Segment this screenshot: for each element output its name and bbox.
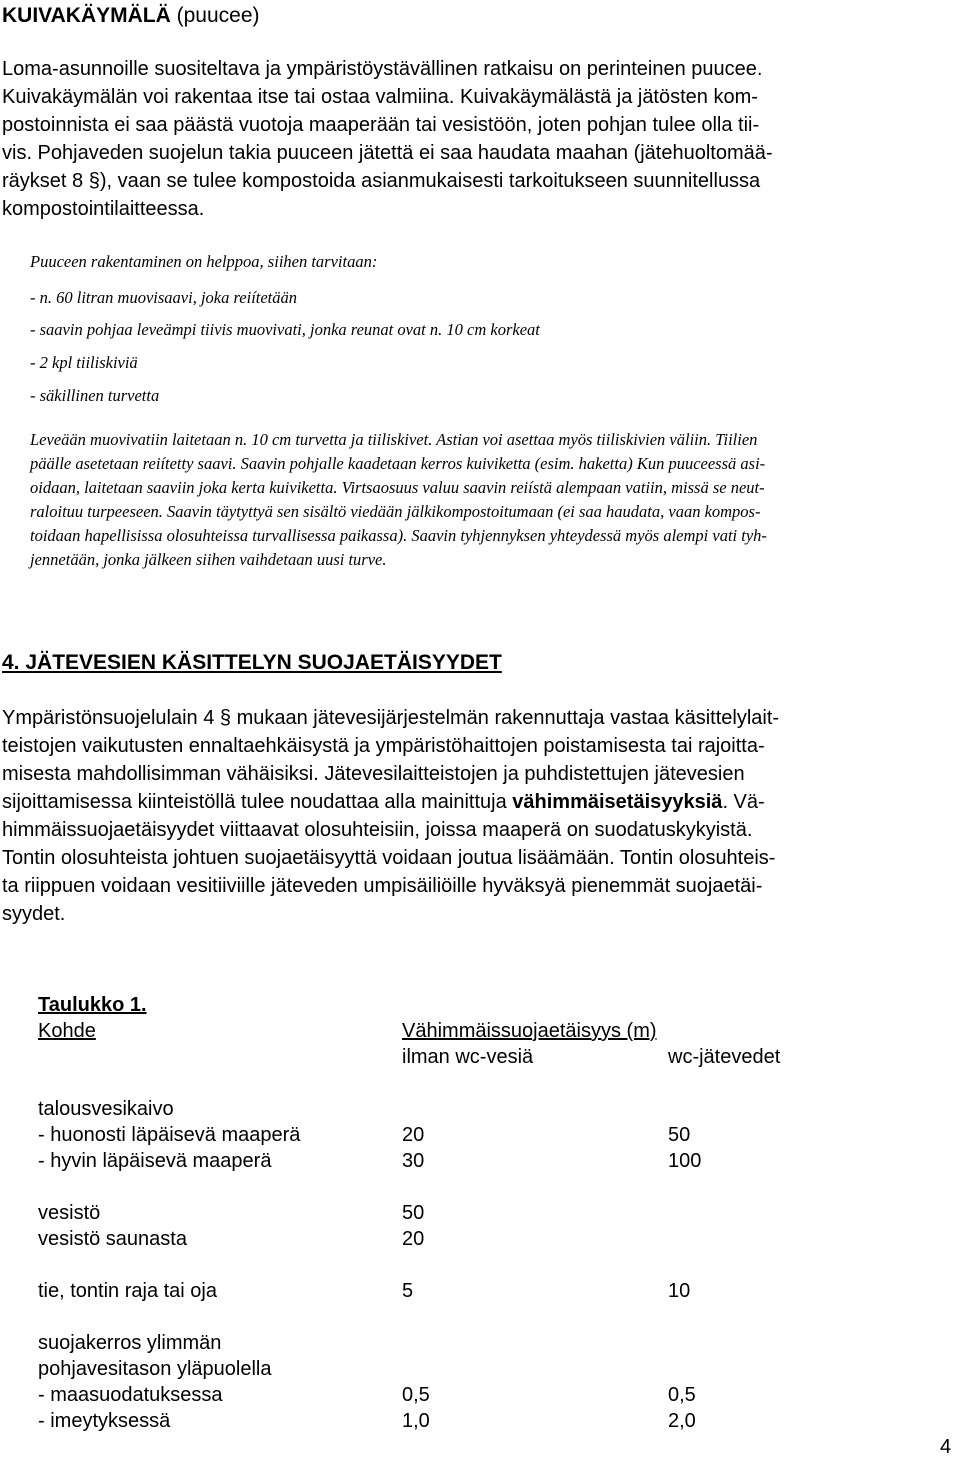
paragraph-line: Tontin olosuhteista johtuen suojaetäisyyttä voidaan joutua lisäämään. Tontin olosuhteis-	[2, 847, 776, 869]
table-cell-wc: 50	[668, 1124, 691, 1146]
list-item: - säkillinen turvetta	[30, 386, 160, 405]
paragraph-line-text: . Vä-	[722, 791, 765, 813]
emphasis-text: vähimmäisetäisyyksiä	[512, 791, 723, 813]
column-subheader-no-wc: ilman wc-vesiä	[402, 1046, 534, 1068]
instructions-line: oidaan, laitetaan saaviin joka kerta kuiviketta. Virtsaosuus valuu saavin reiístä alempaan vatiin, missä se neut-	[30, 478, 765, 497]
table-row-label: - maasuodatuksessa	[38, 1384, 223, 1406]
column-header-kohde: Kohde	[38, 1020, 96, 1042]
paragraph-line: vis. Pohjaveden suojelun takia puuceen jätettä ei saa haudata maahan (jätehuoltomää-	[2, 142, 773, 164]
paragraph-line: Loma-asunnoille suositeltava ja ympäristöystävällinen ratkaisu on perinteinen puucee.	[2, 58, 763, 80]
section-title-rest: (puucee)	[170, 4, 260, 27]
instructions-line: raloituu turpeeseen. Saavin täytyttyä sen sisältö viedään jälkikompostoitumaan (ei saa haudata, vaan kompos-	[30, 502, 761, 521]
table-cell-wc: 0,5	[668, 1384, 696, 1406]
table-cell-no-wc: 5	[402, 1280, 414, 1302]
table-row-label: vesistö saunasta	[38, 1228, 187, 1250]
paragraph-line: Kuivakäymälän voi rakentaa itse tai ostaa valmiina. Kuivakäymälästä ja jätösten kom-	[2, 86, 758, 108]
paragraph-line: postoinnista ei saa päästä vuotoja maaperään tai vesistöön, joten pohjan tulee olla tii-	[2, 114, 760, 136]
table-row-label: vesistö	[38, 1202, 101, 1224]
instructions-line: jennetään, jonka jälkeen siihen vaihdetaan uusi turve.	[30, 550, 387, 569]
list-item: - n. 60 litran muovisaavi, joka reiítetään	[30, 288, 298, 307]
paragraph-line: ta riippuen voidaan vesitiiviille jäteveden umpisäiliöille hyväksyä pienemmät suojaetäi-	[2, 875, 763, 897]
paragraph-line: syydet.	[2, 903, 66, 925]
table-cell-no-wc: 30	[402, 1150, 425, 1172]
table-cell-no-wc: 20	[402, 1124, 425, 1146]
instructions-line: Leveään muovivatiin laitetaan n. 10 cm turvetta ja tiiliskivet. Astian voi asettaa myös tiiliskivien väliin. Tiilien	[30, 430, 758, 449]
table-cell-no-wc: 20	[402, 1228, 425, 1250]
list-item: - saavin pohjaa leveämpi tiivis muovivati, jonka reunat ovat n. 10 cm korkeat	[30, 320, 540, 339]
list-item: - 2 kpl tiiliskiviä	[30, 353, 138, 372]
table-row-label: - hyvin läpäisevä maaperä	[38, 1150, 272, 1172]
paragraph-line: kompostointilaitteessa.	[2, 198, 205, 220]
paragraph-line: teistojen vaikutusten ennaltaehkäisystä ja ympäristöhaittojen poistamisesta tai rajoitta-	[2, 735, 765, 757]
table-row-label: - huonosti läpäisevä maaperä	[38, 1124, 301, 1146]
table-row-label: - imeytyksessä	[38, 1410, 171, 1432]
section-title-jatevesien: 4. JÄTEVESIEN KÄSITTELYN SUOJAETÄISYYDET	[2, 651, 502, 674]
instructions-line: päälle asetetaan reiítetty saavi. Saavin pohjalle kaadetaan kerros kuiviketta (esim. haketta) Kun puuceessä asi-	[30, 454, 766, 473]
page-number: 4	[940, 1436, 952, 1458]
table-cell-no-wc: 0,5	[402, 1384, 430, 1406]
table-cell-wc: 10	[668, 1280, 691, 1302]
table-cell-no-wc: 50	[402, 1202, 425, 1224]
table-cell-no-wc: 1,0	[402, 1410, 430, 1432]
column-header-distance: Vähimmäissuojaetäisyys (m)	[402, 1020, 657, 1042]
paragraph-line: Ympäristönsuojelulain 4 § mukaan jätevesijärjestelmän rakennuttaja vastaa käsittelylait-	[2, 707, 780, 729]
paragraph-line: misesta mahdollisimman vähäisiksi. Jätevesilaitteistojen ja puhdistettujen jätevesien	[2, 763, 745, 785]
table-row-label: pohjavesitason yläpuolella	[38, 1358, 272, 1380]
paragraph-line	[2, 788, 765, 816]
instructions-line: toidaan hapellisissa olosuhteissa turvallisessa paikassa). Saavin tyhjennyksen yhteydessä myös alempi vati tyh-	[30, 526, 767, 545]
table-caption: Taulukko 1.	[38, 994, 147, 1016]
column-subheader-wc: wc-jätevedet	[668, 1046, 781, 1068]
table-row-label: suojakerros ylimmän	[38, 1332, 222, 1354]
table-cell-wc: 100	[668, 1150, 702, 1172]
materials-intro: Puuceen rakentaminen on helppoa, siihen tarvitaan:	[30, 252, 378, 271]
table-row-label: talousvesikaivo	[38, 1098, 174, 1120]
section-title-kuivakaymala	[2, 4, 260, 28]
paragraph-line: himmäissuojaetäisyydet viittaavat olosuhteisiin, joissa maaperä on suodatuskykyistä.	[2, 819, 753, 841]
paragraph-line-text: sijoittamisessa kiinteistöllä tulee noudattaa alla mainittuja	[2, 791, 513, 813]
table-cell-wc: 2,0	[668, 1410, 696, 1432]
table-row-label: tie, tontin raja tai oja	[38, 1280, 217, 1302]
section-title-bold: KUIVAKÄYMÄLÄ	[2, 4, 171, 27]
paragraph-line: räykset 8 §), vaan se tulee kompostoida asianmukaisesti tarkoitukseen suunnitellussa	[2, 170, 761, 192]
